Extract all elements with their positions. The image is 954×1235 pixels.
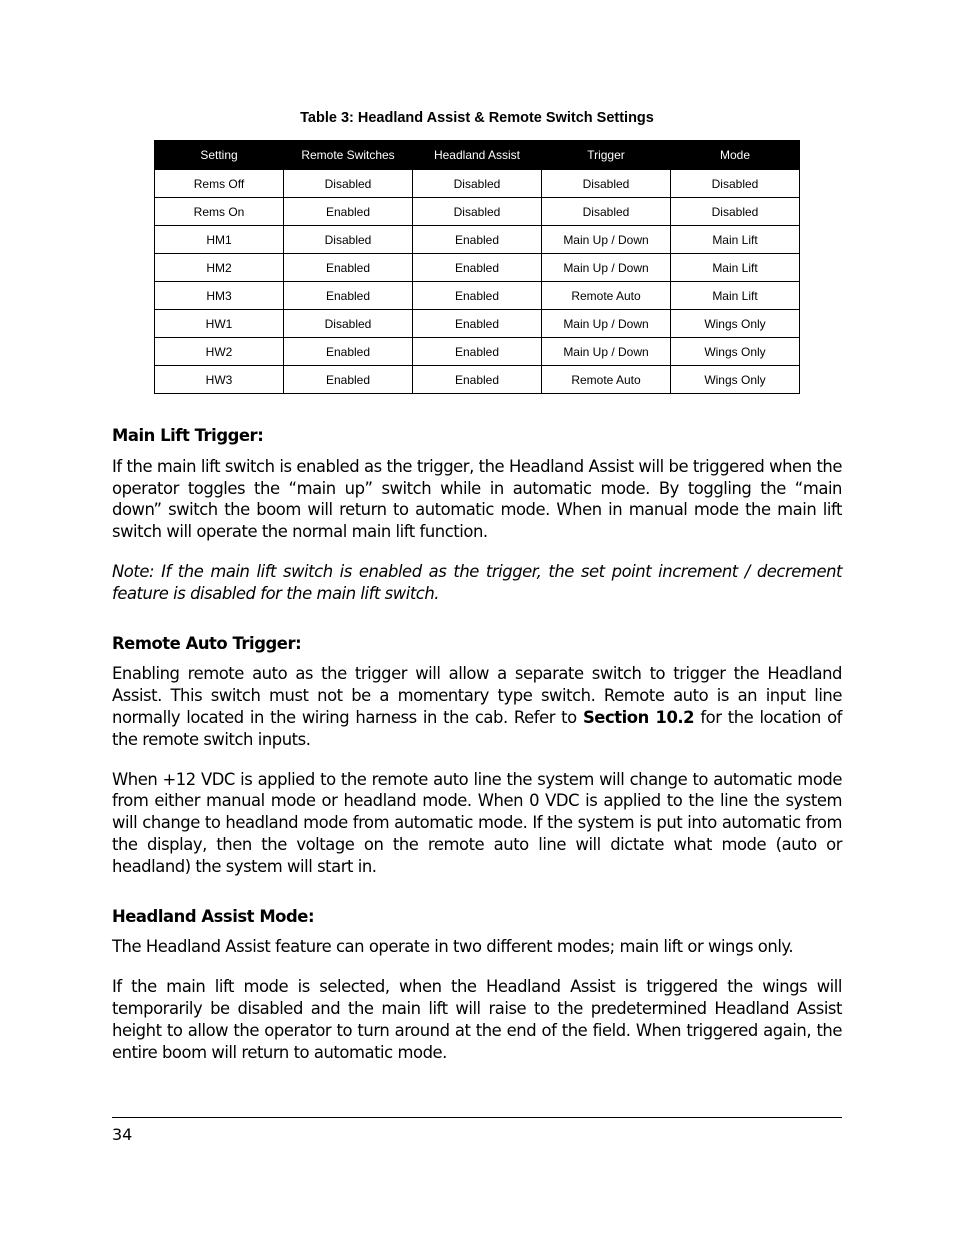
table-cell: HM3 xyxy=(155,282,284,310)
table-row xyxy=(155,170,800,198)
table-cell: Enabled xyxy=(413,254,542,282)
header-trigger: Trigger xyxy=(542,141,671,170)
table-cell: Wings Only xyxy=(671,366,800,394)
table-cell: Enabled xyxy=(413,310,542,338)
section-heading: Remote Auto Trigger: xyxy=(112,633,302,653)
table-header-row xyxy=(155,141,800,170)
table-cell: Disabled xyxy=(671,170,800,198)
paragraph: When +12 VDC is applied to the remote auto line the system will change to automatic mode from either manual mode or headland mode. When 0 VDC is applied to the line the system will change to headland mode from automatic mode. If the system is put into automatic from the display, then the voltage on the remote auto line will dictate what mode (auto or headland) the system will start in. xyxy=(112,769,842,876)
footer-rule xyxy=(112,1117,842,1118)
paragraph: If the main lift switch is enabled as the trigger, the Headland Assist will be triggered when the operator toggles the “main up” switch while in automatic mode. By toggling the “main down” switch the boom will return to automatic mode. When in manual mode the main lift switch will operate the normal main lift function. xyxy=(112,456,842,542)
table-row xyxy=(155,282,800,310)
section-heading: Main Lift Trigger: xyxy=(112,426,264,445)
table-cell: Disabled xyxy=(413,170,542,198)
table-cell: Disabled xyxy=(284,170,413,198)
table-cell: HM1 xyxy=(155,226,284,254)
table-cell: Enabled xyxy=(284,254,413,282)
table-cell: Enabled xyxy=(284,338,413,366)
table-cell: Main Lift xyxy=(671,254,800,282)
table-row xyxy=(155,366,800,394)
section-reference: Section 10.2 xyxy=(582,707,695,727)
table-row xyxy=(155,310,800,338)
table-cell: Main Lift xyxy=(671,226,800,254)
table-cell: Enabled xyxy=(413,338,542,366)
table-cell: Disabled xyxy=(671,198,800,226)
table-cell: Enabled xyxy=(284,282,413,310)
table-caption: Table 3: Headland Assist & Remote Switch Settings xyxy=(300,110,654,126)
table-cell: Rems On xyxy=(155,198,284,226)
section-heading: Headland Assist Mode: xyxy=(112,906,315,926)
main-lift-trigger-section xyxy=(112,425,842,605)
paragraph: The Headland Assist feature can operate in two different modes; main lift or wings only. xyxy=(112,937,794,957)
paragraph xyxy=(112,663,842,750)
table-cell: Main Up / Down xyxy=(542,226,671,254)
table-row xyxy=(155,338,800,366)
table-row xyxy=(155,198,800,226)
table-cell: Main Up / Down xyxy=(542,254,671,282)
table-cell: Wings Only xyxy=(671,338,800,366)
table-cell: Enabled xyxy=(413,282,542,310)
table-cell: Disabled xyxy=(413,198,542,226)
table-cell: Wings Only xyxy=(671,310,800,338)
table-cell: HW1 xyxy=(155,310,284,338)
table-cell: Disabled xyxy=(284,310,413,338)
table-cell: Main Lift xyxy=(671,282,800,310)
table-cell: Enabled xyxy=(413,366,542,394)
table-cell: Remote Auto xyxy=(542,282,671,310)
table-cell: Disabled xyxy=(542,170,671,198)
table-cell: HW3 xyxy=(155,366,284,394)
paragraph-text: for the location of the remote switch inputs. xyxy=(112,707,842,749)
settings-table xyxy=(154,140,800,394)
remote-auto-trigger-section xyxy=(112,633,842,878)
table-row xyxy=(155,226,800,254)
header-remote-switches: Remote Switches xyxy=(284,141,413,170)
table-cell: HM2 xyxy=(155,254,284,282)
table-cell: Enabled xyxy=(413,226,542,254)
table-cell: Disabled xyxy=(542,198,671,226)
table-cell: Enabled xyxy=(284,198,413,226)
note-paragraph: Note: If the main lift switch is enabled as the trigger, the set point increment / decrement feature is disabled for the main lift switch. xyxy=(112,561,842,603)
table-cell: Remote Auto xyxy=(542,366,671,394)
header-mode: Mode xyxy=(671,141,800,170)
page-number: 34 xyxy=(112,1125,133,1144)
table-cell: Main Up / Down xyxy=(542,338,671,366)
table-cell: Main Up / Down xyxy=(542,310,671,338)
table-cell: HW2 xyxy=(155,338,284,366)
table-cell: Disabled xyxy=(284,226,413,254)
table-cell: Rems Off xyxy=(155,170,284,198)
paragraph: If the main lift mode is selected, when the Headland Assist is triggered the wings will temporarily be disabled and the main lift will raise to the predetermined Headland Assist height to allow the operator to turn around at the end of the field. When triggered again, the entire boom will return to automatic mode. xyxy=(112,977,842,1062)
headland-assist-mode-section xyxy=(112,906,842,1064)
paragraph-text: Enabling remote auto as the trigger will allow a separate switch to trigger the Headland Assist. This switch must not be a momentary type switch. Remote auto is an input line normally located in the wiring harness in the cab. Refer to xyxy=(112,664,842,727)
table-cell: Enabled xyxy=(284,366,413,394)
header-setting: Setting xyxy=(155,141,284,170)
header-headland-assist: Headland Assist xyxy=(413,141,542,170)
table-row xyxy=(155,254,800,282)
body-content xyxy=(112,425,842,1081)
